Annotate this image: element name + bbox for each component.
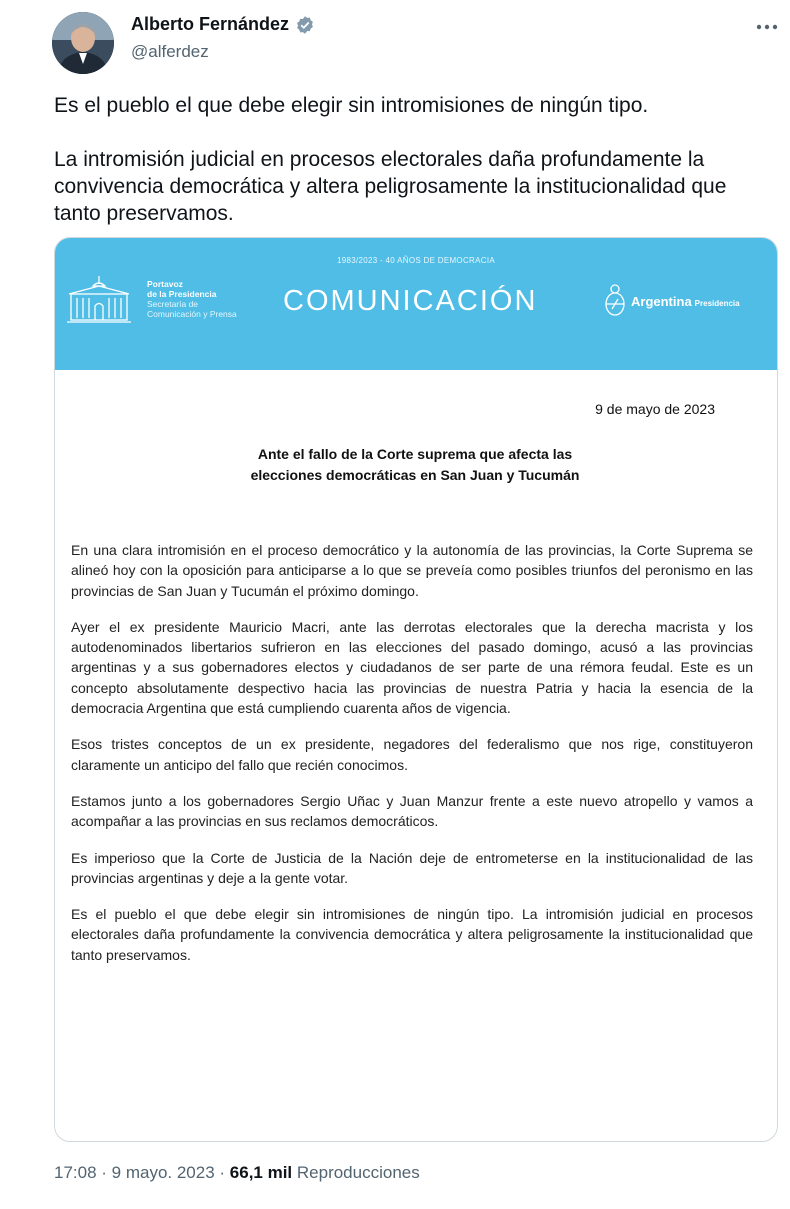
verified-badge-icon xyxy=(295,15,315,35)
document-paragraph: En una clara intromisión en el proceso democrático y la autonomía de las provincias, la Corte Suprema se alineó hoy con la oposición para anticiparse a lo que se preveía como posibles triunfos del peronismo en las provincias de San Juan y Tucumán el próximo domingo. xyxy=(71,542,753,599)
portavoz-line: Secretaría de xyxy=(147,299,199,309)
portavoz-line: Portavoz xyxy=(147,279,183,289)
document-date: 9 de mayo de 2023 xyxy=(595,401,715,417)
argentina-presidencia-logo xyxy=(631,294,740,309)
banner-tagline: 1983/2023 - 40 AÑOS DE DEMOCRACIA xyxy=(337,256,495,265)
document-title-line: Ante el fallo de la Corte suprema que afecta las xyxy=(257,446,573,462)
author-name[interactable]: Alberto Fernández xyxy=(131,14,290,34)
document-title-line: elecciones democráticas en San Juan y Tucumán xyxy=(250,467,580,483)
document-paragraph: Estamos junto a los gobernadores Sergio Uñac y Juan Manzur frente a este nuevo atropello y vamos a acompañar a las provincias en sus reclamos democráticos. xyxy=(71,792,753,830)
document-paragraph: Esos tristes conceptos de un ex presidente, negadores del federalismo que nos rige, constituyeron claramente un anticipo del fallo que recién conocimos. xyxy=(71,736,753,773)
document-title xyxy=(195,444,635,486)
tweet-text xyxy=(54,92,764,227)
avatar[interactable] xyxy=(52,12,114,74)
author-row[interactable] xyxy=(131,14,315,35)
portavoz-line: Comunicación y Prensa xyxy=(147,309,237,319)
tweet-image[interactable] xyxy=(54,237,778,1142)
tweet-meta xyxy=(54,1163,420,1183)
comunicacion-banner xyxy=(55,238,777,370)
author-handle[interactable]: @alferdez xyxy=(131,42,209,61)
document-paragraph: Es imperioso que la Corte de Justicia de la Nación deje de entrometerse en la institucionalidad de las provincias argentinas y deje a la gente votar. xyxy=(71,849,753,886)
banner-heading: COMUNICACIÓN xyxy=(283,285,538,317)
more-options-icon[interactable] xyxy=(752,12,782,42)
timestamp[interactable]: 17:08 · 9 mayo. 2023 · xyxy=(54,1163,230,1182)
views-label: Reproducciones xyxy=(292,1163,420,1182)
document-body xyxy=(71,540,753,981)
document-paragraph: Es el pueblo el que debe elegir sin intromisiones de ningún tipo. La intromisión judicial en procesos electorales daña profundamente la convivencia democrática y altera peligrosamente la institucionalidad que tanto preservamos. xyxy=(71,906,753,963)
portavoz-label xyxy=(147,279,237,319)
views-count[interactable]: 66,1 mil xyxy=(229,1163,293,1182)
document-paragraph: Ayer el ex presidente Mauricio Macri, ante las derrotas electorales que la derecha macrista y los autodenominados libertarios sufrieron en las elecciones del pasado domingo, acusó a las provincias argentinas y a sus gobernadores electos y ciudadanos de ser parte de una rémora feudal. Este es un concepto absolutamente despectivo hacia las provincias de nuestra Patria y hacia la esencia de la democracia Argentina que está cumpliendo cuarenta años de vigencia. xyxy=(71,618,753,717)
tweet-paragraph: La intromisión judicial en procesos electorales daña profundamente la convivencia democrática y altera peligrosamente la institucionalidad que tanto preservamos. xyxy=(54,148,727,225)
argentina-text: Argentina xyxy=(631,294,692,309)
casa-rosada-logo-icon xyxy=(65,272,133,326)
tweet-paragraph: Es el pueblo el que debe elegir sin intromisiones de ningún tipo. xyxy=(54,94,649,117)
argentina-coat-of-arms-icon xyxy=(603,283,627,317)
portavoz-line: de la Presidencia xyxy=(147,289,217,299)
presidencia-text: Presidencia xyxy=(694,299,740,308)
